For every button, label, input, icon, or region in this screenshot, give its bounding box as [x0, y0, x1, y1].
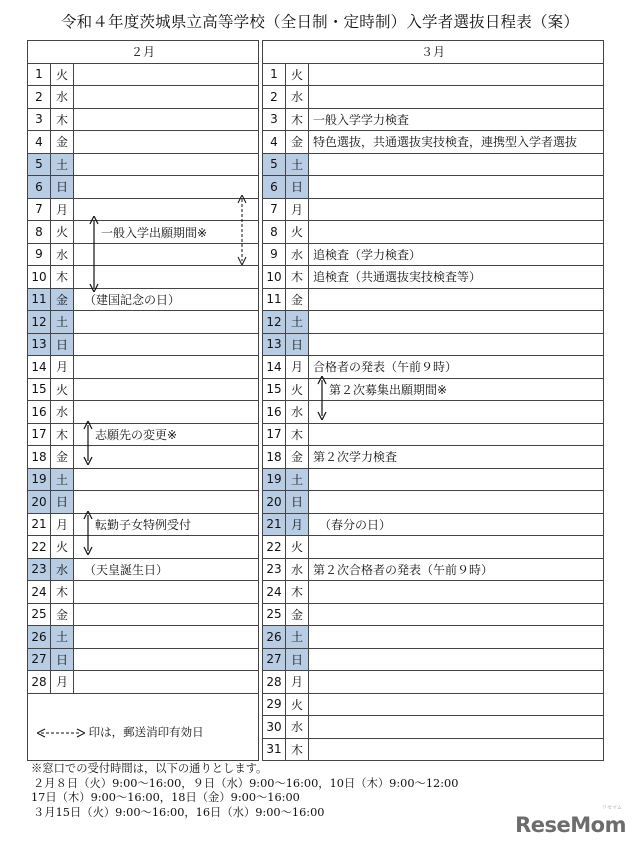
mar-day: 24 — [263, 581, 286, 604]
mar-event: 追検査（学力検査） — [309, 243, 604, 266]
feb-event — [74, 581, 259, 604]
mar-day: 8 — [263, 221, 286, 244]
mar-weekday: 水 — [286, 243, 309, 266]
mar-day: 3 — [263, 108, 286, 131]
feb-weekday: 金 — [51, 446, 74, 469]
feb-weekday: 日 — [51, 176, 74, 199]
mar-event — [309, 176, 604, 199]
mar-day: 2 — [263, 86, 286, 109]
feb-day: 26 — [28, 626, 51, 649]
mar-event — [309, 581, 604, 604]
feb-weekday: 火 — [51, 63, 74, 86]
feb-event — [74, 356, 259, 379]
mar-weekday: 土 — [286, 153, 309, 176]
feb-event — [74, 108, 259, 131]
feb-event — [74, 603, 259, 626]
table-row — [28, 288, 604, 311]
change-choice-label: 志願先の変更※ — [95, 428, 178, 442]
feb-day: 2 — [28, 86, 51, 109]
feb-day: 3 — [28, 108, 51, 131]
mar-weekday: 月 — [286, 513, 309, 536]
feb-weekday: 土 — [51, 153, 74, 176]
mar-event — [309, 86, 604, 109]
footnote-line: ※窓口での受付時間は，以下の通りとします。 — [31, 762, 268, 775]
page-title: 令和４年度茨城県立高等学校（全日制・定時制）入学者選抜日程表（案） — [60, 13, 580, 31]
feb-event — [74, 536, 259, 559]
feb-event — [74, 401, 259, 424]
mar-event: （春分の日） — [309, 513, 604, 536]
feb-day: 16 — [28, 401, 51, 424]
mar-weekday: 水 — [286, 716, 309, 739]
table-row — [28, 581, 604, 604]
mar-weekday: 木 — [286, 108, 309, 131]
mar-event: 追検査（共通選抜実技検査等） — [309, 266, 604, 289]
mar-event — [309, 311, 604, 334]
table-row — [28, 63, 604, 86]
mar-weekday: 日 — [286, 176, 309, 199]
schedule-table — [27, 40, 604, 761]
feb-weekday: 木 — [51, 266, 74, 289]
mar-day: 23 — [263, 558, 286, 581]
table-row — [28, 536, 604, 559]
mar-day: 18 — [263, 446, 286, 469]
feb-event — [74, 63, 259, 86]
table-row — [28, 468, 604, 491]
feb-day: 4 — [28, 131, 51, 154]
mar-event — [309, 716, 604, 739]
feb-day: 20 — [28, 491, 51, 514]
mar-event: 第２次学力検査 — [309, 446, 604, 469]
mar-weekday: 月 — [286, 671, 309, 694]
mar-weekday: 木 — [286, 423, 309, 446]
mar-event — [309, 671, 604, 694]
feb-event — [74, 333, 259, 356]
mar-day: 20 — [263, 491, 286, 514]
mar-day: 29 — [263, 693, 286, 716]
logo-subtext: リセマム — [602, 805, 622, 811]
mar-weekday: 木 — [286, 738, 309, 761]
mar-day: 14 — [263, 356, 286, 379]
mar-event — [309, 153, 604, 176]
mar-event: 一般入学学力検査 — [309, 108, 604, 131]
feb-day: 14 — [28, 356, 51, 379]
mar-day: 9 — [263, 243, 286, 266]
mar-day: 25 — [263, 603, 286, 626]
feb-weekday: 日 — [51, 491, 74, 514]
feb-day: 17 — [28, 423, 51, 446]
feb-weekday: 木 — [51, 581, 74, 604]
feb-weekday: 火 — [51, 536, 74, 559]
second-application-arrow — [317, 376, 327, 420]
feb-day: 12 — [28, 311, 51, 334]
feb-weekday: 水 — [51, 558, 74, 581]
feb-day: 28 — [28, 671, 51, 694]
mar-weekday: 水 — [286, 401, 309, 424]
feb-weekday: 火 — [51, 221, 74, 244]
mar-day: 27 — [263, 648, 286, 671]
mar-day: 19 — [263, 468, 286, 491]
feb-event — [74, 153, 259, 176]
mar-day: 15 — [263, 378, 286, 401]
feb-event: （天皇誕生日） — [74, 558, 259, 581]
postmark-dashed-arrow — [237, 195, 247, 265]
feb-event — [74, 671, 259, 694]
general-application-arrow — [89, 216, 99, 292]
mar-day: 4 — [263, 131, 286, 154]
mar-weekday: 土 — [286, 311, 309, 334]
transfer-arrow — [83, 511, 93, 555]
feb-weekday: 月 — [51, 513, 74, 536]
feb-day: 21 — [28, 513, 51, 536]
feb-weekday: 水 — [51, 401, 74, 424]
mar-weekday: 火 — [286, 536, 309, 559]
mar-weekday: 火 — [286, 693, 309, 716]
feb-weekday: 月 — [51, 671, 74, 694]
mar-weekday: 金 — [286, 446, 309, 469]
mar-weekday: 木 — [286, 581, 309, 604]
table-row — [28, 603, 604, 626]
feb-day: 10 — [28, 266, 51, 289]
mar-weekday: 金 — [286, 288, 309, 311]
mar-event — [309, 693, 604, 716]
table-row — [28, 108, 604, 131]
mar-day: 21 — [263, 513, 286, 536]
mar-event — [309, 288, 604, 311]
feb-day: 5 — [28, 153, 51, 176]
feb-event — [74, 491, 259, 514]
mar-event — [309, 198, 604, 221]
feb-day: 15 — [28, 378, 51, 401]
mar-event — [309, 423, 604, 446]
mar-weekday: 火 — [286, 63, 309, 86]
postmark-legend — [37, 724, 204, 740]
mar-weekday: 土 — [286, 468, 309, 491]
table-row — [28, 491, 604, 514]
feb-day: 18 — [28, 446, 51, 469]
mar-event: 特色選抜，共通選抜実技検査，連携型入学者選抜 — [309, 131, 604, 154]
feb-day: 6 — [28, 176, 51, 199]
feb-day: 8 — [28, 221, 51, 244]
mar-event — [309, 468, 604, 491]
feb-weekday: 日 — [51, 648, 74, 671]
table-row — [28, 333, 604, 356]
table-row — [28, 378, 604, 401]
general-application-label: 一般入学出願期間※ — [101, 226, 208, 240]
schedule-sheet — [27, 40, 604, 761]
mar-day: 6 — [263, 176, 286, 199]
table-row — [28, 153, 604, 176]
feb-event — [74, 648, 259, 671]
feb-weekday: 水 — [51, 86, 74, 109]
mar-event — [309, 536, 604, 559]
feb-event — [74, 243, 259, 266]
mar-event: 合格者の発表（午前９時） — [309, 356, 604, 379]
feb-day: 11 — [28, 288, 51, 311]
mar-day: 10 — [263, 266, 286, 289]
postmark-legend-text: 印は，郵送消印有効日 — [88, 725, 204, 739]
feb-event — [74, 311, 259, 334]
feb-weekday: 火 — [51, 378, 74, 401]
second-application-label: 第２次募集出願期間※ — [329, 383, 448, 397]
mar-day: 12 — [263, 311, 286, 334]
feb-weekday: 土 — [51, 311, 74, 334]
mar-weekday: 火 — [286, 221, 309, 244]
table-row — [28, 626, 604, 649]
mar-day: 28 — [263, 671, 286, 694]
feb-event — [74, 131, 259, 154]
table-row — [28, 131, 604, 154]
mar-day: 31 — [263, 738, 286, 761]
feb-event — [74, 378, 259, 401]
mar-day: 5 — [263, 153, 286, 176]
mar-weekday: 月 — [286, 356, 309, 379]
mar-weekday: 水 — [286, 86, 309, 109]
feb-event — [74, 266, 259, 289]
mar-weekday: 日 — [286, 491, 309, 514]
mar-weekday: 金 — [286, 603, 309, 626]
feb-day: 25 — [28, 603, 51, 626]
mar-day: 30 — [263, 716, 286, 739]
mar-weekday: 火 — [286, 378, 309, 401]
table-row — [28, 446, 604, 469]
footnote-line: ３月15日（火）9:00～16:00，16日（水）9:00～16:00 — [33, 805, 325, 819]
footnote-line: ２月８日（火）9:00～16:00，９日（水）9:00～16:00，10日（木）9:00～12:00 — [33, 776, 459, 790]
mar-header: ３月 — [263, 41, 604, 64]
mar-event — [309, 63, 604, 86]
table-row — [28, 311, 604, 334]
table-row — [28, 198, 604, 221]
feb-weekday: 木 — [51, 108, 74, 131]
feb-event: （建国記念の日） — [74, 288, 259, 311]
feb-event — [74, 626, 259, 649]
transfer-label: 転勤子女特例受付 — [95, 518, 192, 532]
mar-day: 1 — [263, 63, 286, 86]
feb-weekday: 土 — [51, 468, 74, 491]
feb-day: 13 — [28, 333, 51, 356]
table-row — [28, 243, 604, 266]
table-row — [28, 86, 604, 109]
table-row — [28, 558, 604, 581]
table-row — [28, 648, 604, 671]
mar-event — [309, 648, 604, 671]
feb-weekday: 金 — [51, 288, 74, 311]
mar-weekday: 木 — [286, 266, 309, 289]
feb-header: ２月 — [28, 41, 259, 64]
mar-day: 16 — [263, 401, 286, 424]
dashed-arrow-icon — [37, 728, 85, 738]
feb-weekday: 金 — [51, 603, 74, 626]
mar-event — [309, 333, 604, 356]
feb-day: 9 — [28, 243, 51, 266]
table-row — [28, 401, 604, 424]
mar-event — [309, 738, 604, 761]
feb-event — [74, 468, 259, 491]
table-row — [28, 176, 604, 199]
mar-day: 13 — [263, 333, 286, 356]
feb-day: 27 — [28, 648, 51, 671]
change-choice-arrow — [83, 421, 93, 465]
table-row — [28, 671, 604, 694]
mar-weekday: 水 — [286, 558, 309, 581]
footnote-line: 17日（木）9:00～16:00，18日（金）9:00～16:00 — [31, 791, 300, 805]
mar-event — [309, 626, 604, 649]
feb-weekday: 金 — [51, 131, 74, 154]
table-row — [28, 266, 604, 289]
mar-event — [309, 401, 604, 424]
feb-day: 7 — [28, 198, 51, 221]
feb-weekday: 日 — [51, 333, 74, 356]
footnotes — [31, 762, 458, 820]
feb-weekday: 月 — [51, 198, 74, 221]
feb-event — [74, 198, 259, 221]
mar-weekday: 日 — [286, 648, 309, 671]
feb-weekday: 月 — [51, 356, 74, 379]
table-row — [28, 356, 604, 379]
mar-day: 7 — [263, 198, 286, 221]
feb-weekday: 水 — [51, 243, 74, 266]
feb-day: 1 — [28, 63, 51, 86]
mar-weekday: 日 — [286, 333, 309, 356]
mar-day: 22 — [263, 536, 286, 559]
feb-weekday: 土 — [51, 626, 74, 649]
mar-event — [309, 603, 604, 626]
mar-event — [309, 491, 604, 514]
feb-event — [74, 86, 259, 109]
mar-weekday: 金 — [286, 131, 309, 154]
feb-day: 22 — [28, 536, 51, 559]
mar-day: 17 — [263, 423, 286, 446]
feb-day: 24 — [28, 581, 51, 604]
resemom-logo: ReseMom — [515, 813, 626, 837]
mar-event: 第２次合格者の発表（午前９時） — [309, 558, 604, 581]
mar-day: 11 — [263, 288, 286, 311]
feb-weekday: 木 — [51, 423, 74, 446]
feb-event — [74, 176, 259, 199]
feb-day: 23 — [28, 558, 51, 581]
mar-day: 26 — [263, 626, 286, 649]
table-row — [28, 693, 604, 716]
feb-event — [74, 446, 259, 469]
mar-event — [309, 221, 604, 244]
feb-day: 19 — [28, 468, 51, 491]
mar-weekday: 月 — [286, 198, 309, 221]
mar-weekday: 土 — [286, 626, 309, 649]
